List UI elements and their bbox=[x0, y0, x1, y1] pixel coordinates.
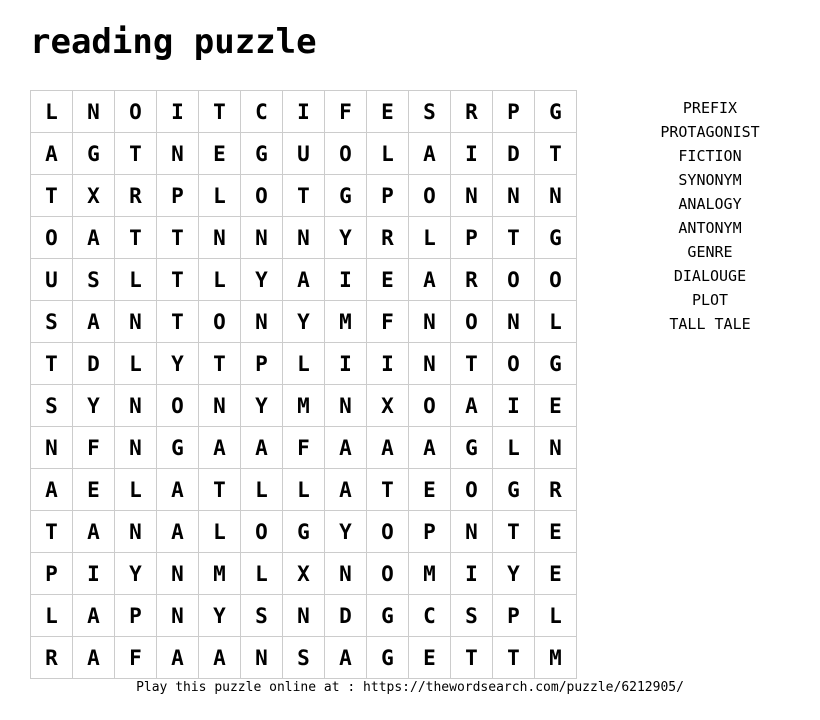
grid-cell[interactable]: T bbox=[31, 511, 73, 553]
footer-text: Play this puzzle online at : https://thewordsearch.com/puzzle/6212905/ bbox=[136, 680, 684, 695]
grid-cell[interactable]: Y bbox=[325, 511, 367, 553]
grid-cell[interactable]: X bbox=[367, 385, 409, 427]
grid-cell[interactable]: E bbox=[73, 469, 115, 511]
grid-cell[interactable]: T bbox=[157, 259, 199, 301]
grid-cell[interactable]: S bbox=[451, 595, 493, 637]
grid-cell[interactable]: Y bbox=[157, 343, 199, 385]
grid-cell[interactable]: P bbox=[409, 511, 451, 553]
grid-cell[interactable]: N bbox=[115, 511, 157, 553]
grid-cell[interactable]: G bbox=[325, 175, 367, 217]
grid-cell[interactable]: I bbox=[367, 343, 409, 385]
grid-cell[interactable]: A bbox=[325, 637, 367, 679]
grid-cell[interactable]: R bbox=[367, 217, 409, 259]
grid-cell[interactable]: N bbox=[535, 175, 577, 217]
grid-cell[interactable]: N bbox=[241, 217, 283, 259]
grid-cell[interactable]: L bbox=[535, 595, 577, 637]
grid-cell[interactable]: R bbox=[535, 469, 577, 511]
word-list-item[interactable]: ANTONYM bbox=[678, 219, 742, 237]
grid-cell[interactable]: N bbox=[409, 343, 451, 385]
grid-cell[interactable]: O bbox=[199, 301, 241, 343]
grid-cell[interactable]: L bbox=[283, 469, 325, 511]
grid-cell[interactable]: N bbox=[241, 637, 283, 679]
grid-cell[interactable]: O bbox=[157, 385, 199, 427]
grid-cell[interactable]: O bbox=[241, 175, 283, 217]
grid-cell[interactable]: P bbox=[367, 175, 409, 217]
grid-cell[interactable]: Y bbox=[241, 259, 283, 301]
grid-cell[interactable]: S bbox=[31, 385, 73, 427]
grid-cell[interactable]: T bbox=[535, 133, 577, 175]
grid-cell[interactable]: A bbox=[157, 469, 199, 511]
page-title: reading puzzle bbox=[30, 22, 317, 62]
grid-cell[interactable]: N bbox=[31, 427, 73, 469]
grid-cell[interactable]: O bbox=[367, 553, 409, 595]
grid-cell[interactable]: L bbox=[535, 301, 577, 343]
word-list bbox=[612, 96, 808, 336]
grid-cell[interactable]: U bbox=[283, 133, 325, 175]
grid-cell[interactable]: T bbox=[283, 175, 325, 217]
grid-cell[interactable]: R bbox=[451, 259, 493, 301]
grid-cell[interactable]: S bbox=[73, 259, 115, 301]
letter-grid[interactable] bbox=[30, 90, 577, 679]
grid-cell[interactable]: N bbox=[451, 175, 493, 217]
grid-cell[interactable]: M bbox=[409, 553, 451, 595]
grid-cell[interactable]: A bbox=[31, 133, 73, 175]
grid-cell[interactable]: M bbox=[325, 301, 367, 343]
grid-cell[interactable]: T bbox=[199, 469, 241, 511]
grid-cell[interactable]: T bbox=[157, 301, 199, 343]
grid-cell[interactable]: I bbox=[451, 553, 493, 595]
grid-cell[interactable]: T bbox=[115, 217, 157, 259]
grid-cell[interactable]: A bbox=[73, 511, 115, 553]
grid-cell[interactable]: A bbox=[199, 637, 241, 679]
grid-cell[interactable]: N bbox=[241, 301, 283, 343]
word-list-item[interactable]: DIALOUGE bbox=[673, 267, 747, 285]
grid-cell[interactable]: I bbox=[283, 91, 325, 133]
grid-row bbox=[31, 175, 577, 217]
grid-cell[interactable]: O bbox=[409, 385, 451, 427]
grid-cell[interactable]: F bbox=[73, 427, 115, 469]
grid-cell[interactable]: X bbox=[283, 553, 325, 595]
grid-cell[interactable]: N bbox=[283, 595, 325, 637]
grid-cell[interactable]: Y bbox=[115, 553, 157, 595]
grid-cell[interactable]: G bbox=[535, 91, 577, 133]
word-list-item[interactable]: PREFIX bbox=[682, 99, 738, 117]
grid-cell[interactable]: L bbox=[283, 343, 325, 385]
grid-cell[interactable]: T bbox=[493, 217, 535, 259]
grid-cell[interactable]: F bbox=[325, 91, 367, 133]
grid-cell[interactable]: C bbox=[241, 91, 283, 133]
grid-cell[interactable]: O bbox=[115, 91, 157, 133]
grid-cell[interactable]: A bbox=[157, 637, 199, 679]
grid-cell[interactable]: I bbox=[451, 133, 493, 175]
grid-cell[interactable]: T bbox=[451, 637, 493, 679]
grid-cell[interactable]: I bbox=[157, 91, 199, 133]
word-list-item[interactable]: FICTION bbox=[678, 147, 742, 165]
grid-cell[interactable]: N bbox=[157, 133, 199, 175]
grid-cell[interactable]: Y bbox=[199, 595, 241, 637]
grid-cell[interactable]: O bbox=[535, 259, 577, 301]
grid-cell[interactable]: L bbox=[199, 259, 241, 301]
grid-cell[interactable]: S bbox=[409, 91, 451, 133]
grid-row bbox=[31, 343, 577, 385]
grid-row bbox=[31, 385, 577, 427]
grid-cell[interactable]: L bbox=[367, 133, 409, 175]
grid-cell[interactable]: T bbox=[157, 217, 199, 259]
grid-cell[interactable]: N bbox=[493, 301, 535, 343]
grid-cell[interactable]: Y bbox=[283, 301, 325, 343]
grid-cell[interactable]: T bbox=[493, 637, 535, 679]
grid-cell[interactable]: N bbox=[451, 511, 493, 553]
grid-cell[interactable]: L bbox=[199, 511, 241, 553]
grid-cell[interactable]: F bbox=[367, 301, 409, 343]
word-list-item[interactable]: PLOT bbox=[691, 291, 729, 309]
grid-cell[interactable]: F bbox=[283, 427, 325, 469]
grid-cell[interactable]: S bbox=[283, 637, 325, 679]
grid-cell[interactable]: I bbox=[325, 259, 367, 301]
word-list-item[interactable]: GENRE bbox=[687, 243, 733, 261]
grid-row bbox=[31, 301, 577, 343]
grid-cell[interactable]: L bbox=[241, 469, 283, 511]
grid-cell[interactable]: N bbox=[409, 301, 451, 343]
grid-cell[interactable]: O bbox=[451, 469, 493, 511]
grid-cell[interactable]: U bbox=[31, 259, 73, 301]
grid-row bbox=[31, 511, 577, 553]
grid-cell[interactable]: A bbox=[157, 511, 199, 553]
grid-cell[interactable]: A bbox=[73, 637, 115, 679]
grid-cell[interactable]: T bbox=[199, 343, 241, 385]
grid-cell[interactable]: M bbox=[535, 637, 577, 679]
grid-cell[interactable]: N bbox=[493, 175, 535, 217]
grid-cell[interactable]: P bbox=[31, 553, 73, 595]
grid-cell[interactable]: A bbox=[451, 385, 493, 427]
grid-cell[interactable]: O bbox=[367, 511, 409, 553]
grid-cell[interactable]: P bbox=[115, 595, 157, 637]
grid-row bbox=[31, 217, 577, 259]
grid-cell[interactable]: O bbox=[241, 511, 283, 553]
grid-cell[interactable]: E bbox=[535, 385, 577, 427]
grid-cell[interactable]: P bbox=[157, 175, 199, 217]
grid-cell[interactable]: A bbox=[409, 427, 451, 469]
grid-cell[interactable]: O bbox=[451, 301, 493, 343]
grid-row bbox=[31, 595, 577, 637]
grid-cell[interactable]: E bbox=[199, 133, 241, 175]
grid-cell[interactable]: R bbox=[31, 637, 73, 679]
grid-cell[interactable]: R bbox=[451, 91, 493, 133]
grid-cell[interactable]: A bbox=[409, 259, 451, 301]
grid-cell[interactable]: A bbox=[31, 469, 73, 511]
grid-cell[interactable]: G bbox=[451, 427, 493, 469]
grid-row bbox=[31, 133, 577, 175]
grid-cell[interactable]: N bbox=[283, 217, 325, 259]
grid-cell[interactable]: A bbox=[367, 427, 409, 469]
grid-cell[interactable]: L bbox=[241, 553, 283, 595]
grid-cell[interactable]: S bbox=[241, 595, 283, 637]
grid-cell[interactable]: L bbox=[31, 91, 73, 133]
grid-cell[interactable]: T bbox=[31, 175, 73, 217]
grid-cell[interactable]: Y bbox=[73, 385, 115, 427]
grid-cell[interactable]: N bbox=[115, 385, 157, 427]
grid-cell[interactable]: N bbox=[199, 217, 241, 259]
grid-cell[interactable]: N bbox=[199, 385, 241, 427]
grid-cell[interactable]: C bbox=[409, 595, 451, 637]
grid-cell[interactable]: Y bbox=[241, 385, 283, 427]
grid-cell[interactable]: N bbox=[115, 427, 157, 469]
grid-cell[interactable]: N bbox=[157, 553, 199, 595]
grid-cell[interactable]: G bbox=[493, 469, 535, 511]
grid-cell[interactable]: I bbox=[493, 385, 535, 427]
grid-cell[interactable]: E bbox=[409, 637, 451, 679]
grid-cell[interactable]: D bbox=[493, 133, 535, 175]
grid-cell[interactable]: L bbox=[409, 217, 451, 259]
grid-cell[interactable]: E bbox=[535, 553, 577, 595]
grid-cell[interactable]: Y bbox=[325, 217, 367, 259]
grid-cell[interactable]: P bbox=[241, 343, 283, 385]
grid-cell[interactable]: T bbox=[451, 343, 493, 385]
grid-cell[interactable]: I bbox=[73, 553, 115, 595]
grid-cell[interactable]: A bbox=[73, 595, 115, 637]
grid-cell[interactable]: N bbox=[325, 385, 367, 427]
grid-cell[interactable]: N bbox=[73, 91, 115, 133]
word-list-item[interactable]: TALL TALE bbox=[669, 315, 751, 333]
grid-cell[interactable]: R bbox=[115, 175, 157, 217]
grid-cell[interactable]: D bbox=[325, 595, 367, 637]
grid-cell[interactable]: Y bbox=[493, 553, 535, 595]
grid-row bbox=[31, 553, 577, 595]
grid-cell[interactable]: A bbox=[325, 427, 367, 469]
grid-cell[interactable]: G bbox=[157, 427, 199, 469]
grid-row bbox=[31, 427, 577, 469]
grid-cell[interactable]: G bbox=[367, 595, 409, 637]
letter-grid-body bbox=[31, 91, 577, 679]
grid-cell[interactable]: E bbox=[535, 511, 577, 553]
grid-cell[interactable]: N bbox=[157, 595, 199, 637]
grid-row bbox=[31, 637, 577, 679]
grid-cell[interactable]: F bbox=[115, 637, 157, 679]
grid-cell[interactable]: N bbox=[535, 427, 577, 469]
grid-cell[interactable]: E bbox=[367, 91, 409, 133]
grid-cell[interactable]: A bbox=[199, 427, 241, 469]
grid-cell[interactable]: L bbox=[31, 595, 73, 637]
grid-cell[interactable]: M bbox=[283, 385, 325, 427]
grid-cell[interactable]: A bbox=[73, 301, 115, 343]
grid-cell[interactable]: T bbox=[199, 91, 241, 133]
grid-cell[interactable]: L bbox=[115, 469, 157, 511]
grid-cell[interactable]: O bbox=[325, 133, 367, 175]
grid-cell[interactable]: T bbox=[493, 511, 535, 553]
grid-cell[interactable]: O bbox=[31, 217, 73, 259]
grid-cell[interactable]: L bbox=[115, 259, 157, 301]
grid-cell[interactable]: O bbox=[409, 175, 451, 217]
grid-cell[interactable]: P bbox=[493, 91, 535, 133]
grid-cell[interactable]: P bbox=[451, 217, 493, 259]
word-list-item[interactable]: SYNONYM bbox=[678, 171, 742, 189]
grid-cell[interactable]: G bbox=[535, 343, 577, 385]
grid-cell[interactable]: T bbox=[115, 133, 157, 175]
grid-cell[interactable]: E bbox=[409, 469, 451, 511]
word-list-item[interactable]: PROTAGONIST bbox=[660, 123, 760, 141]
grid-cell[interactable]: G bbox=[241, 133, 283, 175]
grid-cell[interactable]: N bbox=[115, 301, 157, 343]
grid-cell[interactable]: G bbox=[283, 511, 325, 553]
grid-cell[interactable]: N bbox=[325, 553, 367, 595]
grid-row bbox=[31, 259, 577, 301]
grid-cell[interactable]: L bbox=[493, 427, 535, 469]
grid-cell[interactable]: A bbox=[409, 133, 451, 175]
grid-cell[interactable]: X bbox=[73, 175, 115, 217]
grid-cell[interactable]: P bbox=[493, 595, 535, 637]
word-list-item[interactable]: ANALOGY bbox=[678, 195, 742, 213]
grid-cell[interactable]: T bbox=[367, 469, 409, 511]
grid-cell[interactable]: S bbox=[31, 301, 73, 343]
grid-cell[interactable]: I bbox=[325, 343, 367, 385]
grid-cell[interactable]: A bbox=[325, 469, 367, 511]
grid-cell[interactable]: O bbox=[493, 259, 535, 301]
grid-cell[interactable]: L bbox=[199, 175, 241, 217]
grid-cell[interactable]: D bbox=[73, 343, 115, 385]
grid-cell[interactable]: G bbox=[73, 133, 115, 175]
grid-cell[interactable]: T bbox=[31, 343, 73, 385]
grid-cell[interactable]: E bbox=[367, 259, 409, 301]
grid-cell[interactable]: M bbox=[199, 553, 241, 595]
word-search-grid[interactable] bbox=[30, 90, 577, 679]
grid-cell[interactable]: A bbox=[73, 217, 115, 259]
grid-cell[interactable]: A bbox=[241, 427, 283, 469]
grid-row bbox=[31, 91, 577, 133]
grid-cell[interactable]: O bbox=[493, 343, 535, 385]
grid-cell[interactable]: A bbox=[283, 259, 325, 301]
grid-cell[interactable]: G bbox=[367, 637, 409, 679]
grid-cell[interactable]: L bbox=[115, 343, 157, 385]
grid-cell[interactable]: G bbox=[535, 217, 577, 259]
grid-row bbox=[31, 469, 577, 511]
